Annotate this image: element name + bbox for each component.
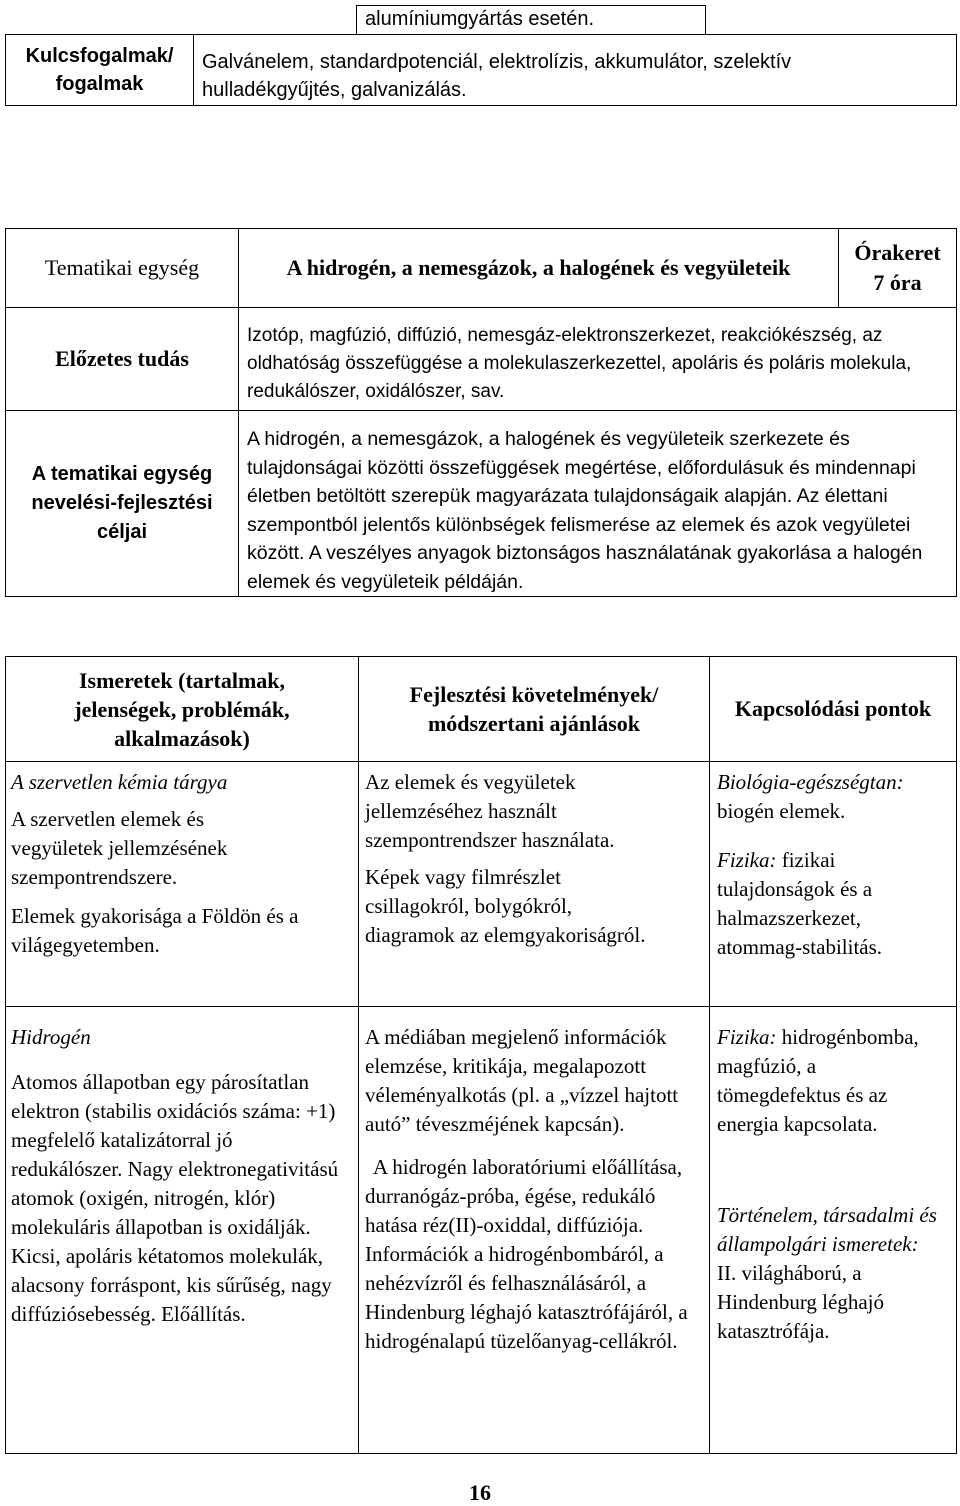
row2-col3-a-title: Fizika:: [717, 1025, 777, 1049]
goals-text-cell: [238, 410, 957, 597]
row2-col3-b-text: II. világháború, a Hindenburg léghajó katasztrófája.: [717, 1261, 884, 1343]
row2-col1-cell: [5, 1006, 359, 1454]
row1-col2-cell: [358, 761, 710, 1007]
header-connections-cell: [709, 656, 957, 762]
header-knowledge: Ismeretek (tartalmak, jelenségek, problémák, alkalmazások): [74, 667, 290, 751]
row2-col3-a: [717, 1023, 932, 1139]
key-concepts-label: Kulcsfogalmak/ fogalmak: [25, 45, 174, 95]
key-concepts-cell: [193, 34, 957, 106]
row2-col2-p1: A médiában megjelenő információk elemzése, kritikája, megalapozott véleményalkotás (pl. a „vízzel hajtott autó” téveszméjének kapcsán).: [365, 1025, 679, 1136]
hours-cell: [838, 228, 957, 308]
row1-col3-b-title: Fizika:: [717, 848, 777, 872]
prior-label-cell: [5, 307, 239, 411]
key-concepts-label-cell: [5, 34, 194, 106]
row1-col2-p1: Az elemek és vegyületek jellemzéséhez használt szempontrendszer használata.: [365, 770, 615, 852]
hours: [854, 238, 940, 298]
row1-col1-p1: A szervetlen elemek és vegyületek jellemzésének szempontrendszere.: [11, 807, 228, 889]
row1-col3-a-text: biogén elemek.: [717, 799, 846, 823]
goals-label-cell: [5, 410, 239, 597]
unit-title: A hidrogén, a nemesgázok, a halogének és vegyületeik: [286, 255, 791, 280]
unit-label: Tematikai egység: [44, 255, 200, 280]
prior-label: Előzetes tudás: [55, 346, 189, 371]
goals-text: A hidrogén, a nemesgázok, a halogének és vegyületeik szerkezete és tulajdonságai közötti összefüggések megértése, előfordulásuk és mindennapi életben betöltött szerepük magyarázata tulajdonságaik alapján. Az élettani szempontból jelentős különbségek felismerése az elemek és azok vegyületei között. A veszélyes anyagok biztonságos használatának gyakorlása a halogén elemek és vegyületeik példáján.: [247, 428, 923, 593]
row2-col2-cell: [358, 1006, 710, 1454]
header-knowledge-cell: [5, 656, 359, 762]
row1-col3-cell: [709, 761, 957, 1007]
header-requirements: Fejlesztési követelmények/ módszertani ajánlások: [409, 682, 659, 736]
row1-col3-b-text: fizikai tulajdonságok és a halmazszerkezet, atommag-stabilitás.: [717, 848, 883, 959]
row1-col3-b: [717, 846, 932, 962]
row1-col2-p2: Képek vagy filmrészlet csillagokról, bolygókról, diagramok az elemgyakoriságról.: [365, 865, 646, 947]
row1-col1-cell: [5, 761, 359, 1007]
row2-col3-b-title: Történelem, társadalmi és állampolgári ismeretek:: [717, 1203, 937, 1256]
row2-col2-p2: A hidrogén laboratóriumi előállítása, durranógáz-próba, égése, redukáló hatása réz(II)-oxiddal, diffúziója. Információk a hidrogénbombáról, a nehézvízről és felhasználásáról, a Hindenburg léghajó katasztrófájáról, a hidrogénalapú tüzelőanyag-cellákról.: [365, 1155, 688, 1353]
unit-label-cell: [5, 228, 239, 308]
page-number: 16: [469, 1480, 491, 1505]
key-concepts-text: Galvánelem, standardpotenciál, elektrolízis, akkumulátor, szelektív hulladékgyűjtés, galvanizálás.: [202, 51, 792, 101]
top-table-carry-cell: [356, 5, 706, 35]
goals-label: A tematikai egység nevelési-fejlesztési céljai: [31, 463, 213, 543]
unit-title-cell: [238, 228, 839, 308]
row1-col3-a-title: Biológia-egészségtan:: [717, 770, 904, 794]
row1-col1-p2: Elemek gyakorisága a Földön és a világegyetemben.: [11, 904, 299, 957]
row2-col3-b: [717, 1201, 937, 1346]
prior-text-cell: [238, 307, 957, 411]
hours-value: 7 óra: [873, 270, 922, 295]
row2-col3-a-text: hidrogénbomba, magfúzió, a tömegdefektus és az energia kapcsolata.: [717, 1025, 919, 1136]
prior-text: Izotóp, magfúzió, diffúzió, nemesgáz-elektronszerkezet, reakciókészség, az oldhatóság összefüggése a molekulaszerkezettel, apoláris és poláris molekula, redukálószer, oxidálószer, sav.: [247, 325, 912, 402]
carry-text: alumíniumgyártás esetén.: [365, 8, 595, 30]
header-requirements-cell: [358, 656, 710, 762]
row2-col3-cell: [709, 1006, 957, 1454]
row2-col1-p1: Atomos állapotban egy párosítatlan elektron (stabilis oxidációs száma: +1) megfelelő katalizátorral jó redukálószer. Nagy elektronegativitású atomok (oxigén, nitrogén, klór) molekuláris állapotban is oxidálják. Kicsi, apoláris kétatomos molekulák, alacsony forráspont, kis sűrűség, nagy diffúziósebesség. Előállítás.: [11, 1070, 339, 1326]
hours-label: Órakeret: [854, 240, 941, 265]
row1-col3-a: [717, 768, 952, 826]
row2-col1-title: Hidrogén: [11, 1025, 91, 1049]
header-connections: Kapcsolódási pontok: [734, 696, 932, 721]
row1-col1-title: A szervetlen kémia tárgya: [11, 770, 228, 794]
